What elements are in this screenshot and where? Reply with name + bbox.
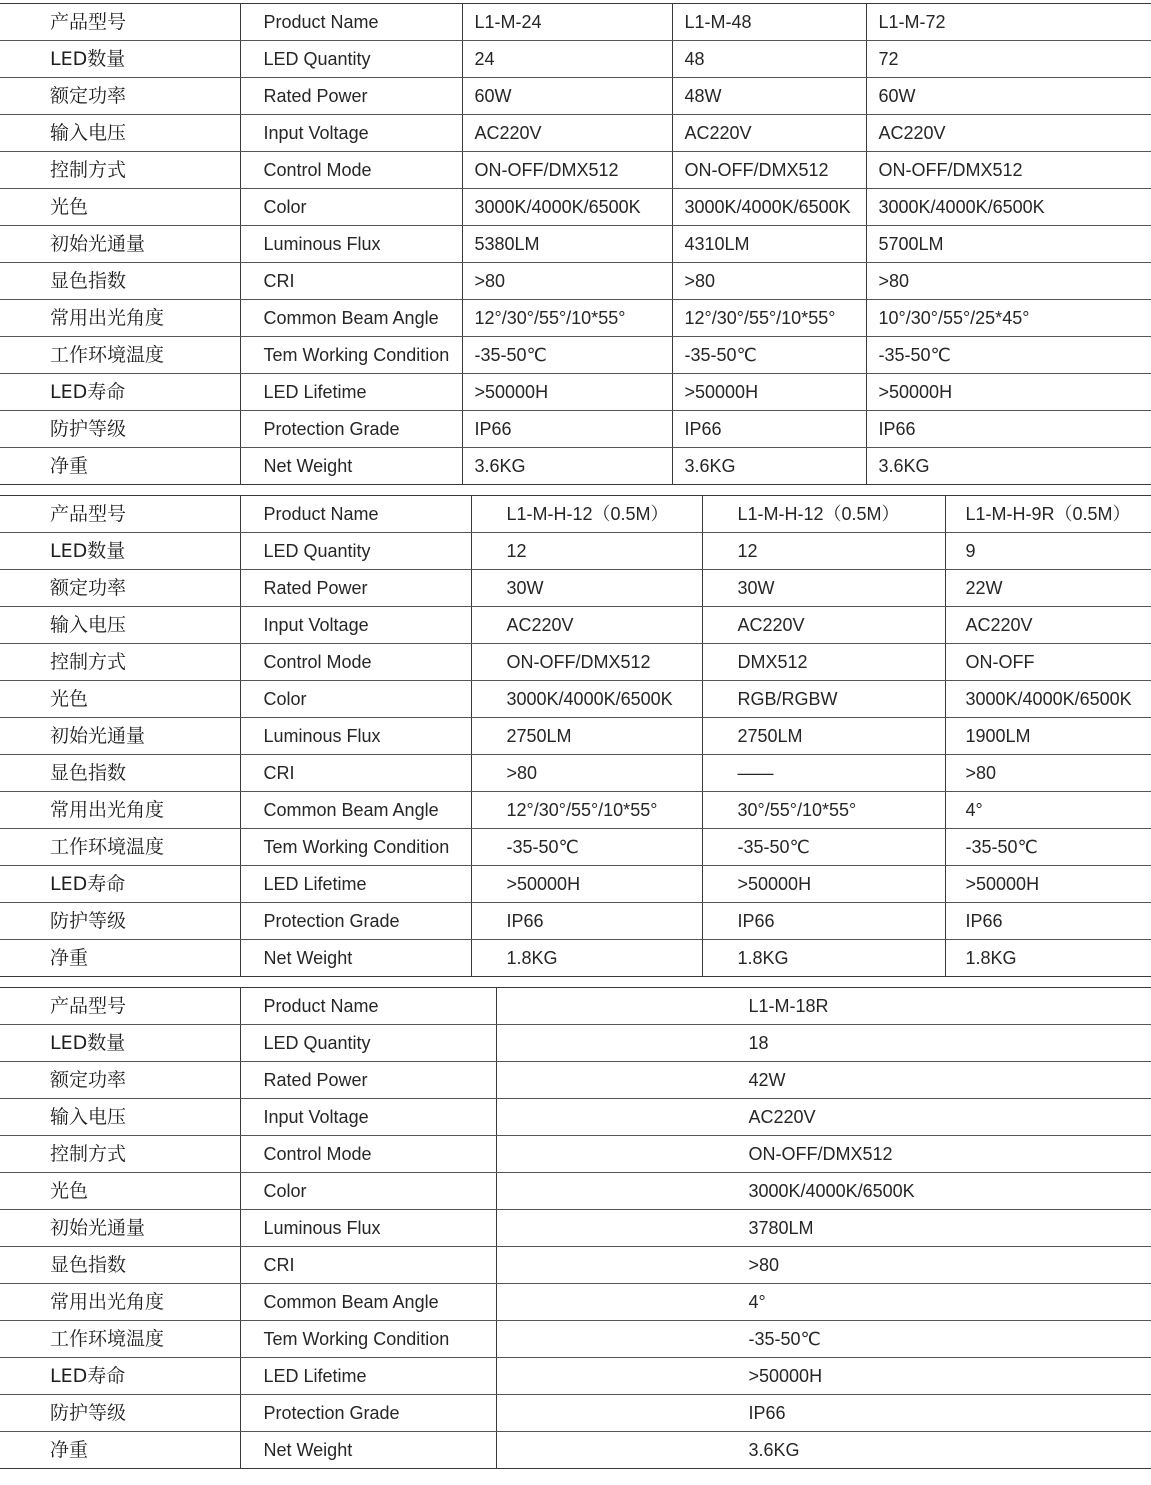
spec-value: -35-50℃ [945, 829, 1151, 866]
spec-label-cn: 额定功率 [0, 570, 240, 607]
spec-row [0, 1210, 1151, 1247]
spec-row [0, 607, 1151, 644]
spec-value: 2750LM [471, 718, 702, 755]
spec-value: ON-OFF/DMX512 [866, 152, 1151, 189]
spec-row [0, 496, 1151, 533]
spec-label-en: Net Weight [240, 940, 471, 977]
spec-label-en: CRI [240, 263, 462, 300]
spec-row [0, 411, 1151, 448]
spec-label-en: Common Beam Angle [240, 1284, 496, 1321]
spec-value: >80 [945, 755, 1151, 792]
spec-value: L1-M-H-12（0.5M） [702, 496, 945, 533]
spec-value: -35-50℃ [496, 1321, 1151, 1358]
spec-value: AC220V [702, 607, 945, 644]
spec-label-en: Control Mode [240, 644, 471, 681]
spec-label-en: Rated Power [240, 570, 471, 607]
spec-label-cn: 工作环境温度 [0, 1321, 240, 1358]
spec-label-cn: 初始光通量 [0, 226, 240, 263]
spec-value: 3000K/4000K/6500K [471, 681, 702, 718]
spec-label-cn: 防护等级 [0, 1395, 240, 1432]
spec-label-cn: LED数量 [0, 1025, 240, 1062]
spec-value: 60W [866, 78, 1151, 115]
spec-label-cn: 光色 [0, 1173, 240, 1210]
spec-label-cn: LED数量 [0, 533, 240, 570]
spec-row [0, 718, 1151, 755]
spec-label-en: Input Voltage [240, 607, 471, 644]
spec-label-en: Net Weight [240, 448, 462, 485]
spec-value: IP66 [945, 903, 1151, 940]
spec-label-en: Common Beam Angle [240, 792, 471, 829]
spec-label-en: Product Name [240, 4, 462, 41]
spec-label-cn: 光色 [0, 681, 240, 718]
spec-row [0, 903, 1151, 940]
spec-value: 3.6KG [672, 448, 866, 485]
spec-label-cn: 常用出光角度 [0, 300, 240, 337]
spec-row [0, 41, 1151, 78]
spec-row [0, 1321, 1151, 1358]
spec-value: 12°/30°/55°/10*55° [672, 300, 866, 337]
spec-value: >80 [462, 263, 672, 300]
spec-value: AC220V [462, 115, 672, 152]
spec-label-en: Net Weight [240, 1432, 496, 1469]
spec-value: 48W [672, 78, 866, 115]
spec-label-cn: 显色指数 [0, 1247, 240, 1284]
spec-label-cn: 显色指数 [0, 263, 240, 300]
spec-value: 3000K/4000K/6500K [496, 1173, 1151, 1210]
spec-label-cn: LED寿命 [0, 374, 240, 411]
spec-label-en: Luminous Flux [240, 226, 462, 263]
spec-label-en: Tem Working Condition [240, 829, 471, 866]
spec-value: 1.8KG [945, 940, 1151, 977]
spec-value: AC220V [672, 115, 866, 152]
spec-label-cn: 控制方式 [0, 644, 240, 681]
spec-row [0, 337, 1151, 374]
spec-row [0, 792, 1151, 829]
spec-label-en: Input Voltage [240, 115, 462, 152]
spec-value: L1-M-18R [496, 988, 1151, 1025]
spec-row [0, 78, 1151, 115]
spec-row [0, 263, 1151, 300]
spec-value: L1-M-H-9R（0.5M） [945, 496, 1151, 533]
spec-value: ON-OFF/DMX512 [462, 152, 672, 189]
spec-row [0, 644, 1151, 681]
spec-label-cn: 防护等级 [0, 411, 240, 448]
spec-value: ON-OFF/DMX512 [471, 644, 702, 681]
spec-value: >80 [496, 1247, 1151, 1284]
spec-value: 12 [702, 533, 945, 570]
spec-row [0, 115, 1151, 152]
spec-label-en: LED Lifetime [240, 866, 471, 903]
spec-label-en: CRI [240, 755, 471, 792]
spec-label-en: Tem Working Condition [240, 1321, 496, 1358]
spec-value: 4° [945, 792, 1151, 829]
spec-value: 18 [496, 1025, 1151, 1062]
spec-label-en: Color [240, 189, 462, 226]
spec-label-en: LED Quantity [240, 41, 462, 78]
spec-value: 3.6KG [866, 448, 1151, 485]
spec-value: -35-50℃ [672, 337, 866, 374]
spec-row [0, 1247, 1151, 1284]
spec-label-cn: 净重 [50, 1439, 89, 1461]
spec-label-en: Protection Grade [240, 1395, 496, 1432]
spec-label-cn: 控制方式 [0, 1136, 240, 1173]
spec-value: 3000K/4000K/6500K [866, 189, 1151, 226]
spec-value: ON-OFF/DMX512 [672, 152, 866, 189]
spec-row [0, 1395, 1151, 1432]
spec-value: IP66 [496, 1395, 1151, 1432]
spec-value: IP66 [672, 411, 866, 448]
spec-value: -35-50℃ [471, 829, 702, 866]
spec-label-en: Protection Grade [240, 411, 462, 448]
spec-row [0, 226, 1151, 263]
spec-value: 3000K/4000K/6500K [462, 189, 672, 226]
spec-table-1 [0, 3, 1151, 485]
spec-label-en: Color [240, 681, 471, 718]
spec-value: -35-50℃ [462, 337, 672, 374]
spec-value: 3000K/4000K/6500K [945, 681, 1151, 718]
spec-value: >50000H [702, 866, 945, 903]
spec-value: 12 [471, 533, 702, 570]
spec-label-en: Color [240, 1173, 496, 1210]
spec-value: 9 [945, 533, 1151, 570]
spec-row [0, 570, 1151, 607]
spec-value: IP66 [702, 903, 945, 940]
spec-label-en: Protection Grade [240, 903, 471, 940]
spec-label-cn: 光色 [0, 189, 240, 226]
spec-row [0, 1099, 1151, 1136]
spec-value: 30W [471, 570, 702, 607]
spec-value: L1-M-24 [462, 4, 672, 41]
spec-value: 3.6KG [462, 448, 672, 485]
spec-value: IP66 [471, 903, 702, 940]
spec-value: IP66 [866, 411, 1151, 448]
spec-row [0, 1284, 1151, 1321]
spec-row [0, 300, 1151, 337]
spec-value: -35-50℃ [702, 829, 945, 866]
spec-label-en: Tem Working Condition [240, 337, 462, 374]
spec-value: >50000H [471, 866, 702, 903]
spec-value: 48 [672, 41, 866, 78]
spec-label-cn: 产品型号 [0, 496, 240, 533]
spec-value: 12°/30°/55°/10*55° [462, 300, 672, 337]
spec-value: AC220V [945, 607, 1151, 644]
spec-label-en: Common Beam Angle [240, 300, 462, 337]
spec-label-en: Input Voltage [240, 1099, 496, 1136]
spec-value: 3.6KG [496, 1432, 1151, 1469]
spec-label-cn: 产品型号 [0, 4, 240, 41]
spec-label-cn: 防护等级 [0, 903, 240, 940]
spec-value: 60W [462, 78, 672, 115]
spec-row [0, 448, 1151, 485]
spec-value: 24 [462, 41, 672, 78]
spec-label-cn: 产品型号 [0, 988, 240, 1025]
spec-value: AC220V [866, 115, 1151, 152]
spec-value: 4310LM [672, 226, 866, 263]
spec-value: 5700LM [866, 226, 1151, 263]
spec-label-cn: LED寿命 [0, 1358, 240, 1395]
spec-value: 30°/55°/10*55° [702, 792, 945, 829]
spec-label-cn: 额定功率 [0, 1062, 240, 1099]
spec-value: DMX512 [702, 644, 945, 681]
spec-value: >50000H [496, 1358, 1151, 1395]
spec-value: 3000K/4000K/6500K [672, 189, 866, 226]
spec-row [0, 1025, 1151, 1062]
spec-label-cn: 显色指数 [0, 755, 240, 792]
spec-value: >80 [866, 263, 1151, 300]
spec-row [0, 533, 1151, 570]
spec-value: -35-50℃ [866, 337, 1151, 374]
spec-table-3 [0, 987, 1151, 1469]
spec-value: 1.8KG [702, 940, 945, 977]
spec-value: 1900LM [945, 718, 1151, 755]
spec-label-cn: LED数量 [0, 41, 240, 78]
spec-value: L1-M-72 [866, 4, 1151, 41]
spec-value: >50000H [945, 866, 1151, 903]
spec-label-en: LED Quantity [240, 1025, 496, 1062]
spec-value: >50000H [462, 374, 672, 411]
spec-label-cn: 控制方式 [0, 152, 240, 189]
spec-value: L1-M-48 [672, 4, 866, 41]
spec-value: RGB/RGBW [702, 681, 945, 718]
spec-row [0, 1136, 1151, 1173]
spec-row [0, 4, 1151, 41]
spec-label-cn: 常用出光角度 [0, 1284, 240, 1321]
spec-label-en: LED Quantity [240, 533, 471, 570]
spec-value: 72 [866, 41, 1151, 78]
spec-value: AC220V [471, 607, 702, 644]
spec-label-cn: 常用出光角度 [0, 792, 240, 829]
spec-row [0, 152, 1151, 189]
spec-label-en: Control Mode [240, 1136, 496, 1173]
spec-row [0, 755, 1151, 792]
spec-row [0, 1173, 1151, 1210]
spec-value: 5380LM [462, 226, 672, 263]
spec-value: IP66 [462, 411, 672, 448]
spec-label-cn: 初始光通量 [0, 718, 240, 755]
spec-label-en: LED Lifetime [240, 374, 462, 411]
spec-label-cn: 输入电压 [0, 1099, 240, 1136]
spec-value: ON-OFF [945, 644, 1151, 681]
spec-label-cn: 输入电压 [0, 607, 240, 644]
spec-label-en: Luminous Flux [240, 718, 471, 755]
spec-value: >50000H [672, 374, 866, 411]
spec-row [0, 681, 1151, 718]
spec-value: >50000H [866, 374, 1151, 411]
spec-value: AC220V [496, 1099, 1151, 1136]
spec-value: 42W [496, 1062, 1151, 1099]
spec-label-cn: 初始光通量 [0, 1210, 240, 1247]
spec-value: 3780LM [496, 1210, 1151, 1247]
spec-value: 4° [496, 1284, 1151, 1321]
spec-row [0, 988, 1151, 1025]
spec-row [0, 1358, 1151, 1395]
spec-value: 2750LM [702, 718, 945, 755]
spec-label-en: Control Mode [240, 152, 462, 189]
spec-value: 10°/30°/55°/25*45° [866, 300, 1151, 337]
spec-label-en: Rated Power [240, 78, 462, 115]
spec-row [0, 866, 1151, 903]
spec-value: 1.8KG [471, 940, 702, 977]
spec-label-en: Luminous Flux [240, 1210, 496, 1247]
spec-value: >80 [672, 263, 866, 300]
spec-label-cn: 工作环境温度 [0, 829, 240, 866]
spec-row [0, 374, 1151, 411]
spec-label-en: CRI [240, 1247, 496, 1284]
spec-label-cn: 额定功率 [0, 78, 240, 115]
spec-label-en: Rated Power [240, 1062, 496, 1099]
spec-label-cn: LED寿命 [0, 866, 240, 903]
spec-row [0, 1062, 1151, 1099]
spec-label-cn: 净重 [50, 455, 89, 477]
spec-row [0, 940, 1151, 977]
spec-value: —— [702, 755, 945, 792]
spec-row [0, 829, 1151, 866]
spec-label-en: Product Name [240, 496, 471, 533]
spec-row [0, 189, 1151, 226]
spec-label-cn: 输入电压 [0, 115, 240, 152]
spec-row [0, 1432, 1151, 1469]
spec-value: 22W [945, 570, 1151, 607]
spec-label-cn: 净重 [50, 947, 89, 969]
spec-label-cn: 工作环境温度 [0, 337, 240, 374]
spec-value: ON-OFF/DMX512 [496, 1136, 1151, 1173]
spec-label-en: Product Name [240, 988, 496, 1025]
spec-value: 12°/30°/55°/10*55° [471, 792, 702, 829]
spec-value: L1-M-H-12（0.5M） [471, 496, 702, 533]
spec-label-en: LED Lifetime [240, 1358, 496, 1395]
spec-value: >80 [471, 755, 702, 792]
spec-value: 30W [702, 570, 945, 607]
spec-table-2 [0, 495, 1151, 977]
